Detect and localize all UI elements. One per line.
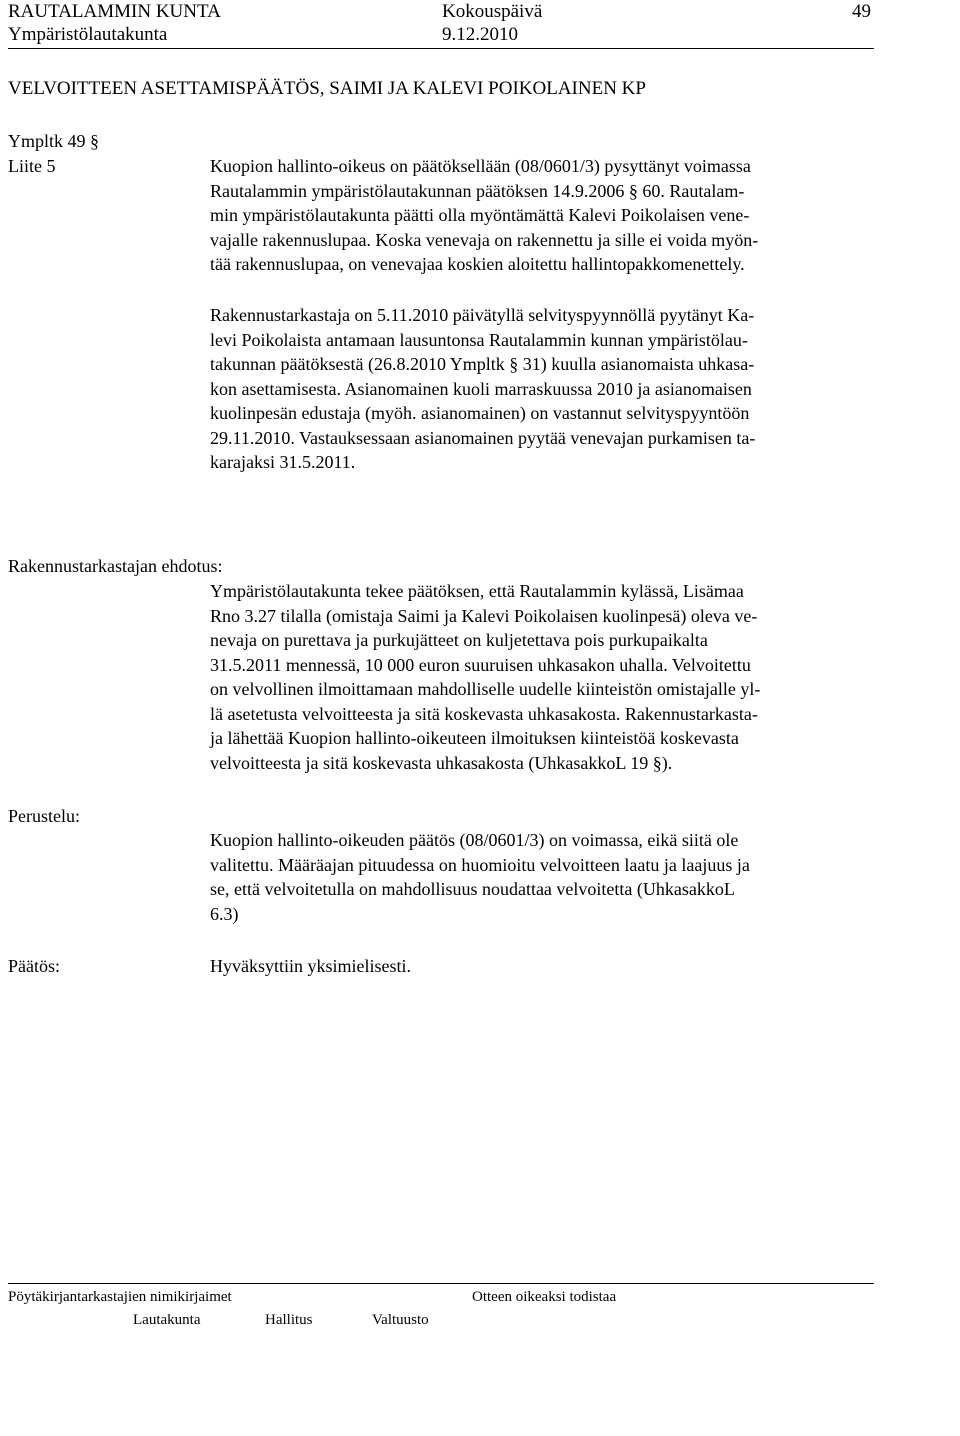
text-line: kon asettamisesta. Asianomainen kuoli marraskuussa 2010 ja asianomaisen: [210, 378, 752, 399]
text-line: ja lähettää Kuopion hallinto-oikeuteen ilmoituksen kiinteistöä koskevasta: [210, 728, 739, 748]
text-line: Rno 3.27 tilalla (omistaja Saimi ja Kalevi Poikolaisen kuolinpesä) oleva ve-: [210, 605, 758, 626]
section-reference: Ympltk 49 §: [8, 131, 100, 151]
hearing-paragraph: [210, 303, 755, 475]
text-line: 29.11.2010. Vastauksessaan asianomainen pyytää venevajan purkamisen ta-: [210, 427, 756, 448]
text-line: valitettu. Määräajan pituudessa on huomioitu velvoitteen laatu ja laajuus ja: [210, 854, 750, 875]
text-line: Rautalammin ympäristölautakunnan päätöksen 14.9.2006 § 60. Rautalam-: [210, 180, 745, 201]
text-line: takunnan päätöksestä (26.8.2010 Ympltk § 31) kuulla asianomaista uhkasa-: [210, 354, 755, 374]
text-line: velvoitteesta ja sitä koskevasta uhkasakosta (UhkasakkoL 19 §).: [210, 752, 673, 773]
text-line: vajalle rakennuslupaa. Koska venevaja on rakennettu ja sille ei voida myön-: [210, 229, 759, 250]
text-line: Rakennustarkastaja on 5.11.2010 päivätyllä selvityspyynnöllä pyytänyt Ka-: [210, 305, 755, 325]
text-line: on velvollinen ilmoittamaan mahdolliselle uudelle kiinteistön omistajalle yl-: [210, 679, 761, 699]
text-line: se, että velvoitetulla on mahdollisuus noudattaa velvoitetta (UhkasakkoL: [210, 879, 735, 899]
text-line: 6.3): [210, 903, 239, 924]
text-line: 31.5.2011 mennessä, 10 000 euron suuruisen uhkasakon uhalla. Velvoitettu: [210, 654, 751, 675]
footer-board-lautakunta: Lautakunta: [133, 1312, 201, 1328]
footer-board-valtuusto: Valtuusto: [372, 1312, 429, 1328]
municipality-name: RAUTALAMMIN KUNTA: [8, 1, 221, 22]
grounds-paragraph: [210, 828, 750, 926]
proposal-label: Rakennustarkastajan ehdotus:: [8, 556, 223, 576]
footer-rule: [8, 1283, 874, 1284]
text-line: nevaja on purettava ja purkujätteet on kuljetettava pois purkupaikalta: [210, 630, 708, 650]
footer-board-hallitus: Hallitus: [265, 1312, 313, 1328]
background-paragraph: [210, 154, 758, 277]
proposal-paragraph: [210, 579, 760, 775]
decision-label: Päätös:: [8, 956, 60, 976]
text-line: min ympäristölautakunta päätti olla myöntämättä Kalevi Poikolaisen vene-: [210, 205, 750, 225]
text-line: karajaksi 31.5.2011.: [210, 452, 356, 472]
initials-label: Pöytäkirjantarkastajien nimikirjaimet: [8, 1289, 232, 1305]
text-line: Ympäristölautakunta tekee päätöksen, että Rautalammin kylässä, Lisämaa: [210, 581, 744, 601]
text-line: levi Poikolaista antamaan lausuntonsa Rautalammin kunnan ympäristölau-: [210, 329, 748, 350]
page-title: VELVOITTEEN ASETTAMISPÄÄTÖS, SAIMI JA KALEVI POIKOLAINEN KP: [8, 78, 646, 99]
decision-text: Hyväksyttiin yksimielisesti.: [210, 956, 411, 976]
text-line: Kuopion hallinto-oikeus on päätöksellään (08/0601/3) pysyttänyt voimassa: [210, 156, 751, 176]
meeting-date-label: Kokouspäivä: [442, 1, 543, 22]
certified-label: Otteen oikeaksi todistaa: [472, 1289, 617, 1305]
text-line: tää rakennuslupaa, on venevajaa koskien aloitettu hallintopakkomenettely.: [210, 254, 745, 274]
text-line: kuolinpesän edustaja (myöh. asianomainen) on vastannut selvityspyyntöön: [210, 403, 750, 423]
text-line: Kuopion hallinto-oikeuden päätös (08/0601/3) on voimassa, eikä siitä ole: [210, 830, 739, 850]
board-name: Ympäristölautakunta: [8, 24, 168, 45]
text-line: lä asetetusta velvoitteesta ja sitä koskevasta uhkasakosta. Rakennustarkasta-: [210, 703, 758, 724]
page-number: 49: [852, 1, 871, 22]
attachment-reference: Liite 5: [8, 156, 56, 176]
grounds-label: Perustelu:: [8, 806, 80, 826]
meeting-date: 9.12.2010: [442, 24, 518, 45]
header-rule: [8, 48, 874, 49]
